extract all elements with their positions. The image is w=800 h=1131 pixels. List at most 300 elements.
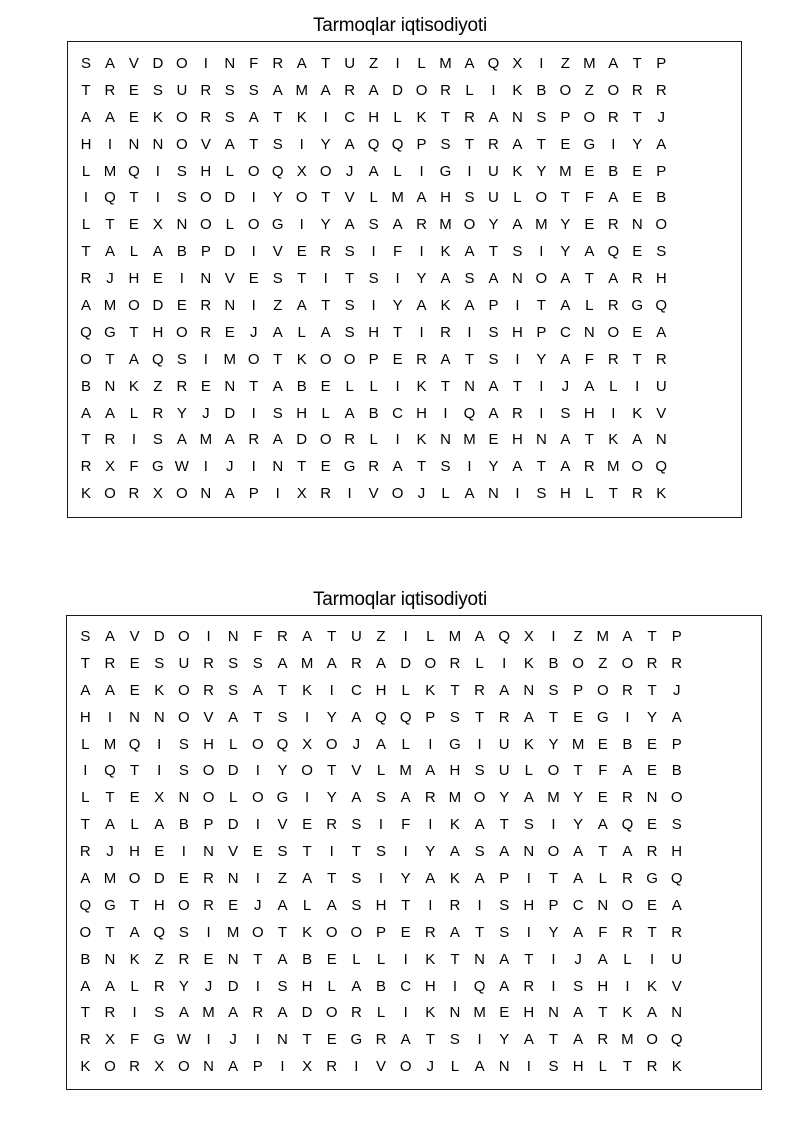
grid-letter: E <box>499 1004 510 1022</box>
grid-letter: A <box>597 816 608 834</box>
grid-letter: B <box>176 243 187 261</box>
grid-letter: Y <box>548 735 559 753</box>
grid-letter: X <box>296 485 307 503</box>
grid-letter: R <box>104 431 116 449</box>
grid-letter: B <box>656 189 667 207</box>
word-search-puzzle-1 <box>0 12 800 503</box>
grid-letter: O <box>202 762 215 780</box>
grid-letter: E <box>632 323 643 341</box>
grid-letter: F <box>249 54 259 72</box>
grid-letter: A <box>392 458 403 476</box>
grid-letter: M <box>295 81 308 99</box>
grid-letter: A <box>474 627 485 645</box>
grid-letter: U <box>488 162 499 180</box>
grid-letter: E <box>200 377 211 395</box>
grid-letter: O <box>178 681 190 699</box>
grid-letter: A <box>440 270 451 288</box>
grid-letter: H <box>80 135 92 153</box>
grid-letter: A <box>449 843 460 861</box>
grid-letter: O <box>319 431 332 449</box>
grid-letter: L <box>130 816 139 834</box>
grid-letter: I <box>395 270 400 288</box>
grid-letter: D <box>301 1004 313 1022</box>
grid-letter: A <box>326 896 337 914</box>
grid-letter: R <box>128 485 140 503</box>
grid-letter: S <box>178 923 189 941</box>
grid-letter: H <box>301 977 313 995</box>
grid-letter: I <box>132 1004 137 1022</box>
grid-letter: D <box>152 54 164 72</box>
grid-letter: R <box>597 1031 609 1049</box>
grid-letter: K <box>80 485 91 503</box>
grid-letter: T <box>536 296 546 314</box>
grid-letter: S <box>351 816 362 834</box>
grid-letter: A <box>351 789 362 807</box>
grid-row <box>74 265 673 292</box>
grid-letter: O <box>79 923 92 941</box>
grid-letter: L <box>401 681 410 699</box>
grid-letter: O <box>655 216 668 234</box>
grid-letter: M <box>439 216 452 234</box>
letter-grid <box>74 50 673 507</box>
grid-letter: A <box>104 54 115 72</box>
grid-letter: H <box>128 270 140 288</box>
grid-letter: E <box>129 789 140 807</box>
grid-letter: K <box>416 108 427 126</box>
grid-letter: Q <box>670 1031 683 1049</box>
grid-letter: O <box>178 708 190 726</box>
grid-letter: S <box>351 896 362 914</box>
grid-letter: A <box>80 108 91 126</box>
grid-letter: Y <box>573 789 584 807</box>
grid-letter: I <box>515 350 520 368</box>
grid-letter: U <box>498 735 510 753</box>
grid-letter: S <box>376 843 387 861</box>
grid-letter: R <box>498 708 510 726</box>
grid-letter: D <box>296 431 308 449</box>
grid-letter: A <box>368 162 379 180</box>
grid-letter: M <box>103 296 117 314</box>
grid-letter: Y <box>272 189 283 207</box>
grid-letter: V <box>272 243 283 261</box>
grid-letter: O <box>621 896 634 914</box>
grid-letter: T <box>105 923 115 941</box>
grid-letter: R <box>424 789 436 807</box>
grid-letter: A <box>272 431 283 449</box>
grid-letter: V <box>277 816 288 834</box>
grid-letter: Y <box>536 350 547 368</box>
grid-letter: A <box>632 431 643 449</box>
grid-letter: R <box>80 458 92 476</box>
grid-row <box>74 480 673 507</box>
grid-letter: S <box>548 681 559 699</box>
grid-letter: Q <box>128 162 140 180</box>
grid-letter: A <box>80 869 91 887</box>
grid-letter: R <box>655 81 667 99</box>
grid-row <box>73 784 689 811</box>
grid-letter: A <box>320 323 331 341</box>
grid-letter: E <box>632 243 643 261</box>
grid-letter: H <box>671 843 683 861</box>
grid-letter: T <box>105 789 115 807</box>
grid-letter: U <box>655 377 667 395</box>
grid-letter: O <box>670 789 683 807</box>
grid-letter: R <box>203 654 214 672</box>
grid-letter: A <box>416 189 427 207</box>
grid-letter: R <box>79 843 91 861</box>
grid-letter: A <box>248 108 259 126</box>
grid-letter: A <box>252 681 263 699</box>
grid-letter: G <box>104 323 116 341</box>
grid-letter: G <box>271 216 284 234</box>
grid-row <box>73 650 689 677</box>
grid-letter: A <box>344 404 355 422</box>
grid-letter: P <box>248 485 259 503</box>
grid-letter: A <box>368 81 379 99</box>
grid-letter: R <box>646 843 658 861</box>
grid-letter: A <box>656 323 667 341</box>
grid-letter: O <box>325 923 338 941</box>
grid-letter: H <box>655 270 667 288</box>
grid-letter: M <box>607 458 620 476</box>
grid-letter: A <box>573 869 584 887</box>
grid-letter: N <box>474 950 485 968</box>
grid-letter: T <box>499 816 509 834</box>
grid-letter: T <box>584 270 594 288</box>
grid-letter: Z <box>584 81 594 99</box>
grid-letter: E <box>647 816 658 834</box>
grid-letter: F <box>392 243 403 261</box>
grid-letter: L <box>417 54 426 72</box>
grid-letter: P <box>425 708 436 726</box>
grid-letter: Y <box>560 243 571 261</box>
grid-letter: R <box>631 270 643 288</box>
grid-letter: N <box>583 323 595 341</box>
grid-letter: A <box>104 243 115 261</box>
grid-letter: J <box>229 1031 237 1049</box>
grid-row <box>73 757 689 784</box>
grid-letter: L <box>401 735 410 753</box>
grid-letter: T <box>302 1031 312 1049</box>
grid-letter: T <box>297 270 307 288</box>
grid-letter: E <box>647 762 658 780</box>
grid-letter: B <box>80 950 91 968</box>
grid-letter: V <box>656 404 667 422</box>
grid-row <box>74 104 673 131</box>
grid-letter: A <box>608 189 619 207</box>
grid-letter: R <box>277 627 288 645</box>
grid-letter: T <box>327 762 337 780</box>
grid-letter: K <box>523 735 534 753</box>
grid-letter: N <box>203 843 214 861</box>
grid-letter: Z <box>153 377 163 395</box>
grid-letter: H <box>583 404 595 422</box>
grid-letter: O <box>325 1004 338 1022</box>
grid-letter: L <box>623 950 632 968</box>
grid-letter: X <box>154 789 165 807</box>
grid-letter: P <box>376 923 387 941</box>
grid-letter: E <box>584 216 595 234</box>
grid-letter: T <box>321 54 331 72</box>
grid-letter: G <box>152 458 164 476</box>
grid-letter: E <box>203 950 214 968</box>
grid-letter: N <box>104 950 116 968</box>
grid-letter: S <box>474 762 485 780</box>
grid-letter: D <box>227 977 239 995</box>
grid-letter: K <box>440 296 451 314</box>
grid-letter: A <box>523 1031 534 1049</box>
grid-letter: Q <box>104 762 116 780</box>
grid-letter: T <box>647 627 657 645</box>
grid-letter: K <box>425 681 436 699</box>
grid-letter: K <box>129 950 140 968</box>
grid-letter: X <box>152 485 163 503</box>
grid-letter: N <box>272 458 284 476</box>
grid-letter: E <box>302 816 313 834</box>
grid-letter: K <box>449 869 460 887</box>
grid-letter: D <box>224 404 236 422</box>
grid-letter: E <box>296 243 307 261</box>
grid-letter: T <box>129 189 139 207</box>
grid-letter: A <box>228 1004 239 1022</box>
grid-letter: B <box>376 977 387 995</box>
grid-letter: A <box>622 762 633 780</box>
grid-letter: O <box>128 869 141 887</box>
grid-letter: I <box>477 896 482 914</box>
grid-letter: A <box>464 243 475 261</box>
grid-letter: A <box>573 1031 584 1049</box>
grid-letter: R <box>350 654 362 672</box>
grid-letter: S <box>464 189 475 207</box>
grid-letter: Y <box>320 135 331 153</box>
grid-letter: O <box>424 654 437 672</box>
grid-row <box>73 623 689 650</box>
grid-letter: T <box>598 843 608 861</box>
grid-letter: Q <box>621 816 634 834</box>
grid-letter: O <box>547 843 560 861</box>
grid-letter: J <box>352 735 361 753</box>
grid-letter: R <box>248 431 260 449</box>
grid-letter: N <box>227 950 239 968</box>
grid-letter: I <box>539 377 544 395</box>
grid-letter: N <box>227 627 239 645</box>
grid-letter: A <box>178 1004 189 1022</box>
grid-letter: I <box>625 977 630 995</box>
grid-letter: M <box>103 162 117 180</box>
grid-letter: L <box>81 735 90 753</box>
grid-letter: T <box>327 627 337 645</box>
grid-letter: P <box>200 243 211 261</box>
grid-letter: T <box>321 296 331 314</box>
grid-letter: R <box>621 923 633 941</box>
grid-letter: E <box>400 923 411 941</box>
grid-letter: R <box>200 296 212 314</box>
grid-letter: G <box>583 135 596 153</box>
grid-letter: B <box>536 81 547 99</box>
grid-letter: Z <box>573 627 583 645</box>
grid-letter: G <box>276 789 289 807</box>
grid-letter: I <box>179 270 184 288</box>
grid-letter: H <box>559 485 571 503</box>
grid-letter: Q <box>463 404 476 422</box>
grid-letter: L <box>465 81 474 99</box>
grid-letter: S <box>449 1031 460 1049</box>
grid-letter: A <box>622 627 633 645</box>
grid-letter: K <box>128 377 139 395</box>
grid-letter: E <box>597 735 608 753</box>
grid-letter: S <box>376 789 387 807</box>
grid-letter: X <box>154 1058 165 1076</box>
grid-letter: A <box>425 869 436 887</box>
grid-letter: J <box>226 458 234 476</box>
grid-letter: E <box>248 270 259 288</box>
grid-letter: I <box>323 108 328 126</box>
grid-letter: N <box>129 708 141 726</box>
grid-letter: A <box>499 950 510 968</box>
grid-letter: E <box>560 135 571 153</box>
grid-letter: A <box>464 485 475 503</box>
grid-letter: B <box>671 762 682 780</box>
grid-row <box>73 919 689 946</box>
grid-letter: Q <box>655 296 668 314</box>
grid-letter: A <box>560 431 571 449</box>
grid-letter: N <box>176 216 188 234</box>
grid-letter: V <box>200 135 211 153</box>
grid-letter: P <box>499 869 510 887</box>
grid-letter: I <box>403 950 408 968</box>
grid-letter: A <box>154 816 165 834</box>
grid-letter: R <box>607 108 619 126</box>
grid-letter: A <box>474 816 485 834</box>
grid-letter: R <box>350 1004 362 1022</box>
grid-letter: E <box>632 162 643 180</box>
grid-letter: S <box>488 350 499 368</box>
grid-letter: N <box>488 485 499 503</box>
grid-letter: Q <box>104 189 116 207</box>
grid-letter: A <box>104 404 115 422</box>
grid-row <box>73 1026 689 1053</box>
grid-letter: A <box>499 843 510 861</box>
grid-letter: D <box>392 81 403 99</box>
grid-letter: R <box>104 81 116 99</box>
grid-letter: S <box>154 1004 165 1022</box>
grid-letter: K <box>425 950 436 968</box>
grid-letter: M <box>448 789 462 807</box>
grid-letter: I <box>419 323 424 341</box>
grid-letter: T <box>277 923 288 941</box>
grid-letter: R <box>200 81 212 99</box>
grid-letter: C <box>572 896 584 914</box>
grid-letter: T <box>560 189 570 207</box>
grid-letter: A <box>104 108 115 126</box>
grid-letter: E <box>129 681 140 699</box>
grid-letter: A <box>351 708 362 726</box>
grid-letter: Z <box>369 54 379 72</box>
grid-letter: P <box>488 296 499 314</box>
grid-letter: S <box>80 54 91 72</box>
grid-letter: N <box>523 843 535 861</box>
grid-letter: N <box>440 431 451 449</box>
grid-letter: Y <box>573 816 584 834</box>
grid-letter: R <box>646 1058 658 1076</box>
grid-letter: S <box>152 431 163 449</box>
grid-letter: S <box>176 189 187 207</box>
grid-letter: B <box>80 377 91 395</box>
grid-letter: Q <box>655 458 668 476</box>
grid-letter: R <box>621 681 633 699</box>
grid-letter: L <box>513 189 522 207</box>
grid-letter: O <box>343 350 356 368</box>
grid-letter: L <box>302 896 312 914</box>
grid-letter: Y <box>326 708 337 726</box>
grid-letter: E <box>224 323 235 341</box>
grid-letter: I <box>206 627 211 645</box>
grid-letter: I <box>452 977 458 995</box>
grid-letter: K <box>416 377 427 395</box>
grid-letter: Y <box>400 869 411 887</box>
grid-letter: S <box>449 708 460 726</box>
grid-letter: U <box>344 54 356 72</box>
grid-letter: T <box>129 323 139 341</box>
grid-row <box>74 373 673 400</box>
grid-letter: M <box>226 923 240 941</box>
grid-letter: I <box>206 1031 211 1049</box>
grid-letter: S <box>154 654 165 672</box>
grid-letter: M <box>473 1004 486 1022</box>
grid-letter: Q <box>607 243 620 261</box>
grid-letter: M <box>621 1031 634 1049</box>
grid-letter: T <box>512 377 522 395</box>
grid-letter: M <box>103 735 117 753</box>
grid-letter: T <box>425 1031 435 1049</box>
grid-letter: T <box>392 323 403 341</box>
grid-letter: G <box>104 896 116 914</box>
grid-letter: I <box>255 977 260 995</box>
grid-letter: I <box>491 81 496 99</box>
grid-letter: I <box>515 296 520 314</box>
grid-letter: A <box>671 708 682 726</box>
grid-letter: R <box>200 108 212 126</box>
grid-letter: R <box>621 869 633 887</box>
grid-letter: V <box>344 189 355 207</box>
grid-letter: T <box>81 431 91 449</box>
grid-letter: C <box>400 977 412 995</box>
grid-letter: T <box>632 54 642 72</box>
grid-letter: U <box>498 762 510 780</box>
grid-letter: A <box>277 654 288 672</box>
grid-letter: Q <box>153 923 166 941</box>
grid-letter: L <box>585 296 594 314</box>
grid-letter: K <box>512 81 523 99</box>
grid-letter: Q <box>399 708 412 726</box>
grid-letter: O <box>325 735 338 753</box>
grid-letter: Y <box>536 162 547 180</box>
grid-letter: R <box>474 681 485 699</box>
grid-letter: S <box>224 81 235 99</box>
grid-letter: F <box>598 923 608 941</box>
grid-letter: A <box>499 681 510 699</box>
grid-letter: A <box>302 627 313 645</box>
grid-letter: A <box>80 681 91 699</box>
grid-letter: R <box>326 1058 338 1076</box>
grid-letter: M <box>463 431 476 449</box>
grid-letter: R <box>344 81 356 99</box>
grid-letter: E <box>228 896 239 914</box>
grid-letter: R <box>104 1004 116 1022</box>
grid-letter: O <box>247 162 260 180</box>
grid-letter: I <box>443 404 448 422</box>
grid-letter: J <box>561 377 570 395</box>
